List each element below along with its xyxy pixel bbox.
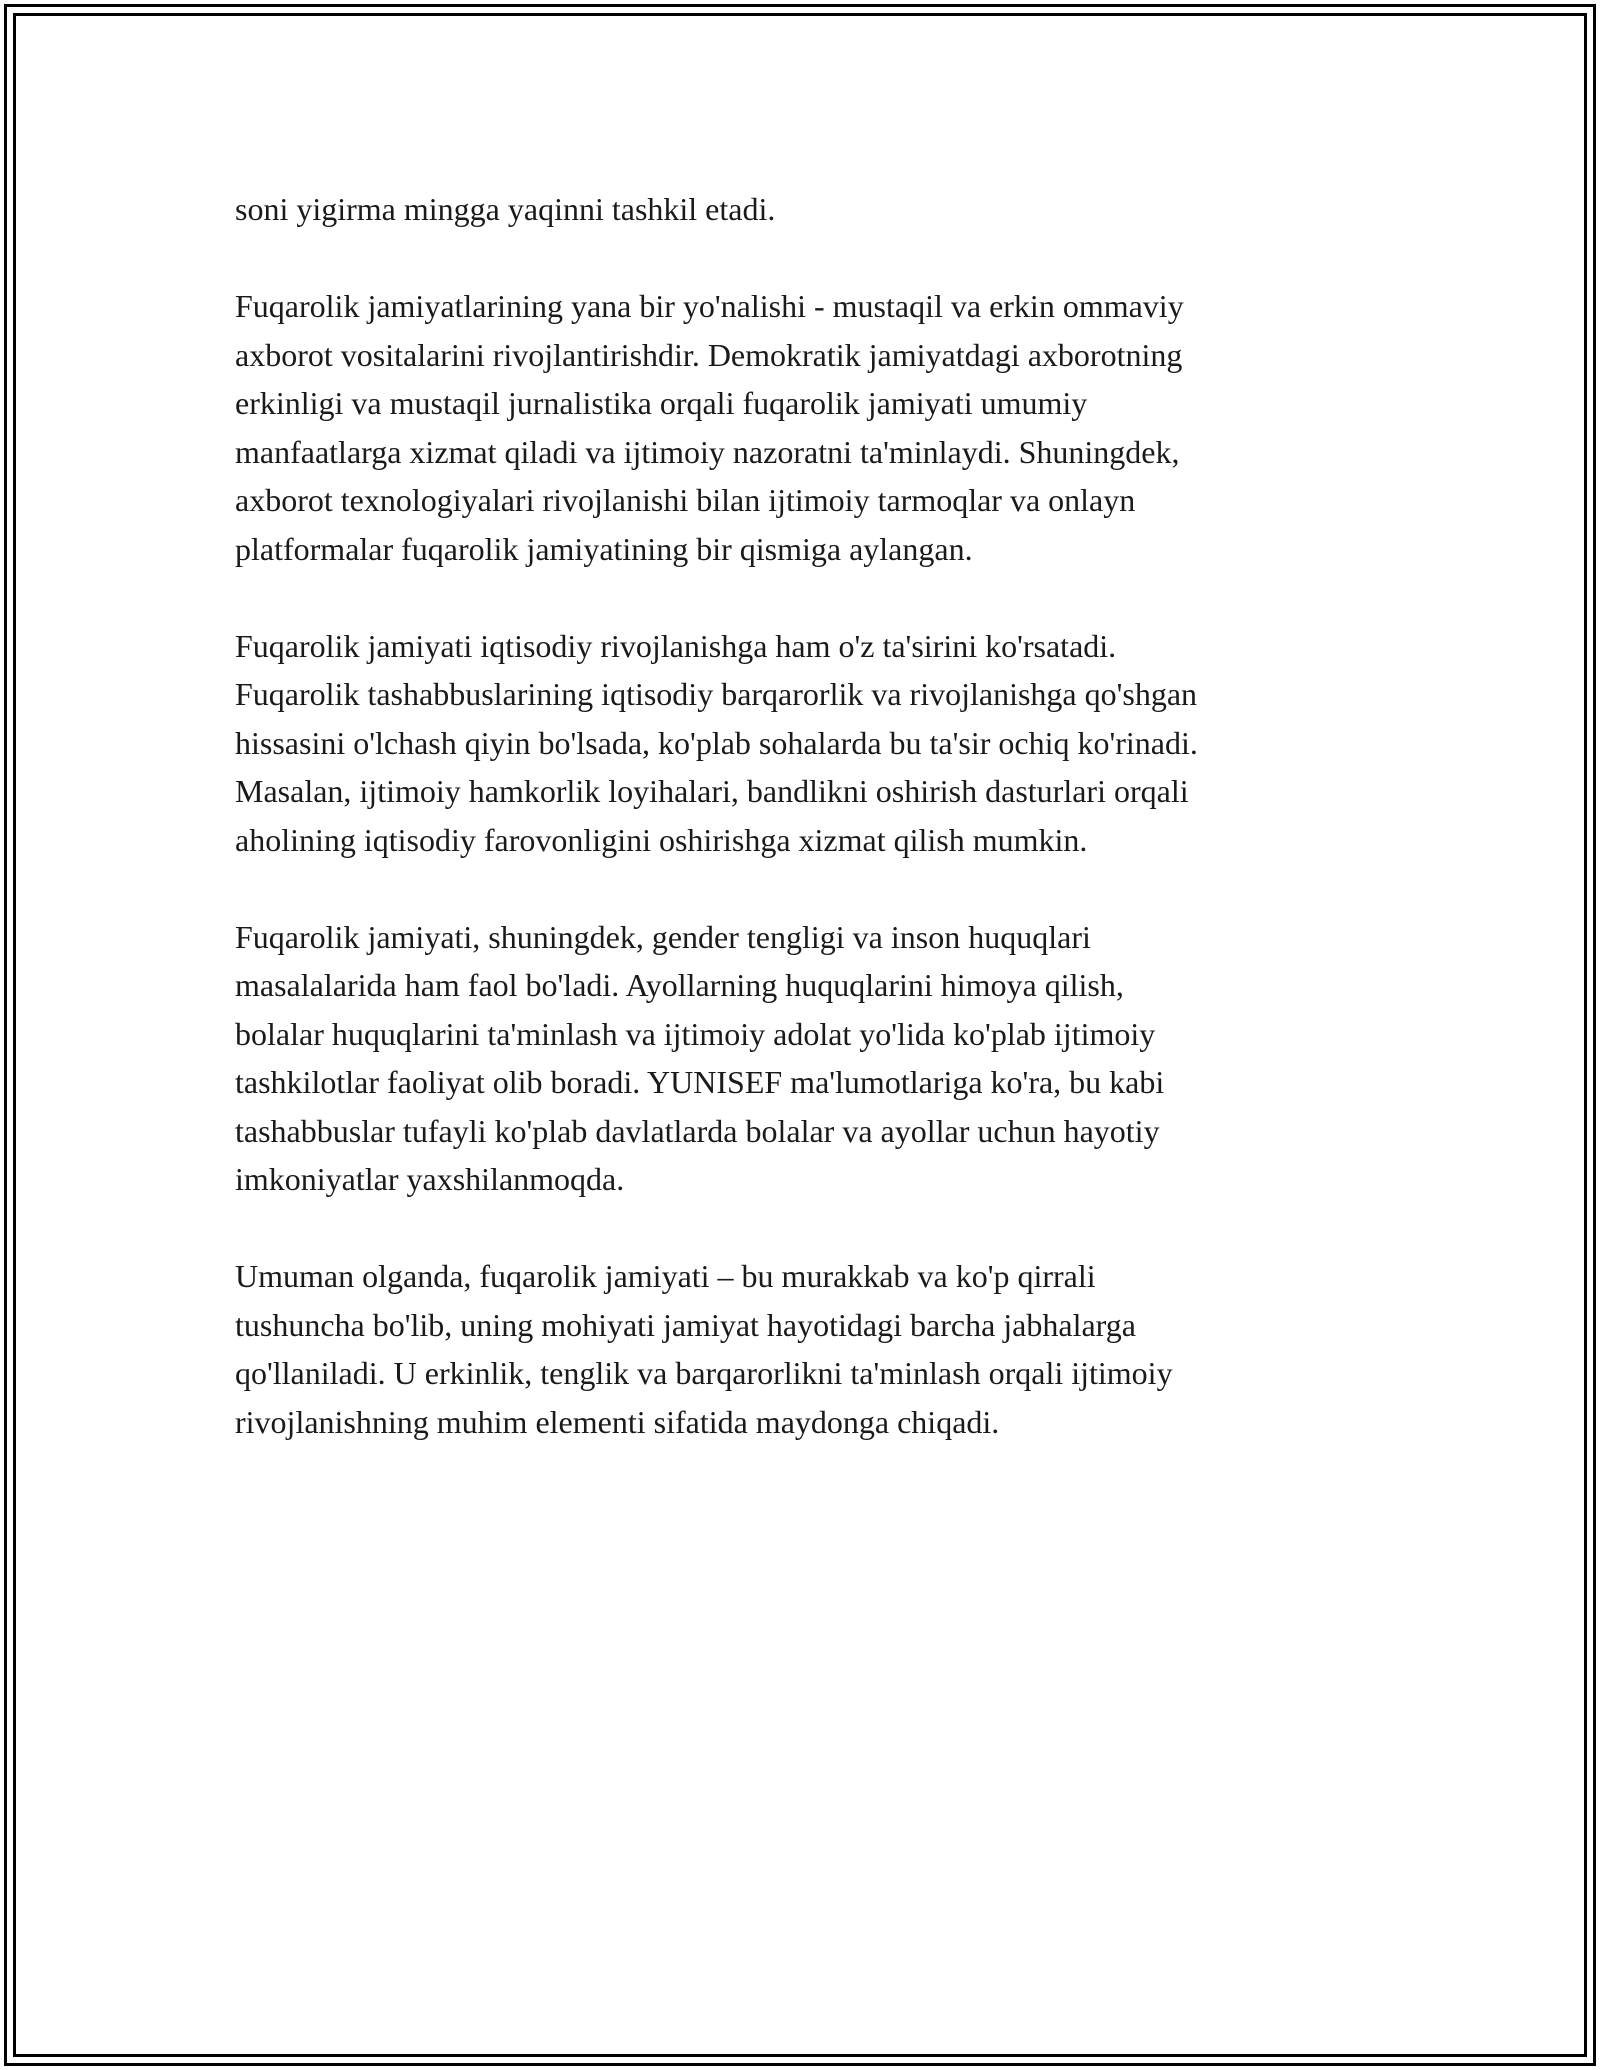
text-line: qo'llaniladi. U erkinlik, tenglik va barqarorlikni ta'minlash orqali ijtimoiy	[235, 1355, 1173, 1391]
text-line: Fuqarolik jamiyatlarining yana bir yo'nalishi - mustaqil va erkin ommaviy	[235, 288, 1184, 324]
text-line: tashkilotlar faoliyat olib boradi. YUNISEF ma'lumotlariga ko'ra, bu kabi	[235, 1064, 1165, 1100]
paragraph-5	[235, 1252, 1365, 1446]
text-line: aholining iqtisodiy farovonligini oshirishga xizmat qilish mumkin.	[235, 821, 1088, 858]
text-line: platformalar fuqarolik jamiyatining bir qismiga aylangan.	[235, 530, 973, 567]
paragraph-1	[235, 185, 1365, 234]
text-line: tashabbuslar tufayli ko'plab davlatlarda bolalar va ayollar uchun hayotiy	[235, 1112, 1160, 1149]
text-line: rivojlanishning muhim elementi sifatida maydonga chiqadi.	[235, 1403, 1000, 1440]
text-line: imkoniyatlar yaxshilanmoqda.	[235, 1161, 625, 1197]
text-line: masalalarida ham faol bo'ladi. Ayollarning huquqlarini himoya qilish,	[235, 967, 1124, 1003]
text-line: erkinligi va mustaqil jurnalistika orqali fuqarolik jamiyati umumiy	[235, 385, 1088, 421]
text-line: soni yigirma mingga yaqinni tashkil etadi.	[235, 191, 776, 227]
text-line: axborot texnologiyalari rivojlanishi bilan ijtimoiy tarmoqlar va onlayn	[235, 482, 1136, 518]
text-line: Masalan, ijtimoiy hamkorlik loyihalari, bandlikni oshirish dasturlari orqali	[235, 773, 1189, 809]
text-line: axborot vositalarini rivojlantirishdir. Demokratik jamiyatdagi axborotning	[235, 336, 1183, 373]
text-line: bolalar huquqlarini ta'minlash va ijtimoiy adolat yo'lida ko'plab ijtimoiy	[235, 1015, 1156, 1052]
text-line: Fuqarolik jamiyati iqtisodiy rivojlanishga ham o'z ta'sirini ko'rsatadi.	[235, 627, 1117, 664]
paragraph-3	[235, 622, 1365, 865]
document-body	[235, 185, 1365, 1495]
text-line: hissasini o'lchash qiyin bo'lsada, ko'plab sohalarda bu ta'sir ochiq ko'rinadi.	[235, 724, 1198, 761]
paragraph-2	[235, 282, 1365, 573]
text-line: tushuncha bo'lib, uning mohiyati jamiyat hayotidagi barcha jabhalarga	[235, 1306, 1136, 1343]
paragraph-4	[235, 913, 1365, 1204]
text-line: Fuqarolik jamiyati, shuningdek, gender tengligi va inson huquqlari	[235, 918, 1091, 955]
text-line: manfaatlarga xizmat qiladi va ijtimoiy nazoratni ta'minlaydi. Shuningdek,	[235, 433, 1180, 470]
text-line: Fuqarolik tashabbuslarining iqtisodiy barqarorlik va rivojlanishga qo'shgan	[235, 676, 1198, 712]
text-line: Umuman olganda, fuqarolik jamiyati – bu murakkab va ko'p qirrali	[235, 1258, 1096, 1294]
